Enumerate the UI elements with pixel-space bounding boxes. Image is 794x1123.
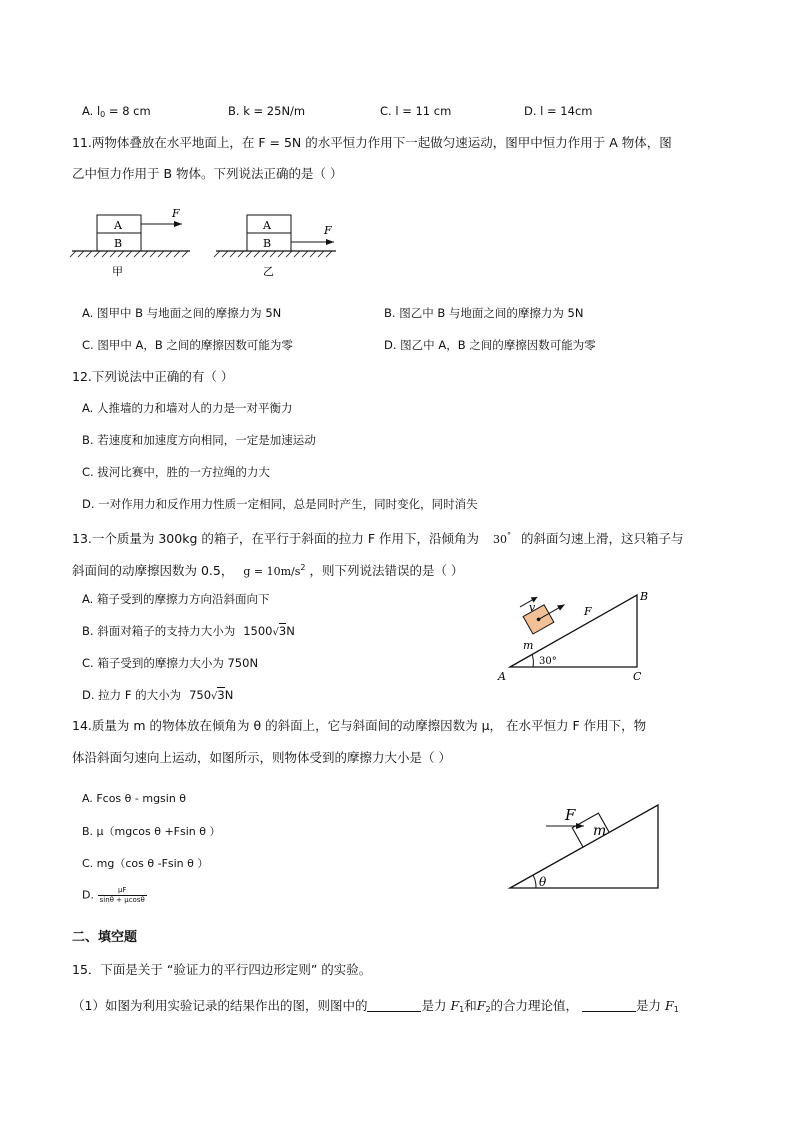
q12-option-d: D. 一对作用力和反作用力性质一定相同，总是同时产生，同时变化，同时消失 xyxy=(82,497,478,511)
mass-label: m xyxy=(593,823,607,839)
q14-option-d: D. $\frac{\mu F}{\sin\theta + \mu\cos\theta}$ xyxy=(82,886,145,904)
force-label: F xyxy=(565,806,576,824)
q10-option-b: B. k = 25N/m xyxy=(228,104,306,118)
q11-stem-line2: 乙中恒力作用于 B 物体。下列说法正确的是（ ） xyxy=(72,166,343,181)
q11-option-b: B. 图乙中 B 与地面之间的摩擦力为 5N xyxy=(384,306,584,320)
q15-part1: （1）如图为利用实验记录的结果作出的图，则图中的 是力 $F_1$和$F_2$的合力理论值， 是力 $F_1$ xyxy=(72,998,679,1014)
q11-option-a: A. 图甲中 B 与地面之间的摩擦力为 5N xyxy=(82,306,282,320)
caption-jia: 甲 xyxy=(112,265,123,278)
q14-stem-line2: 体沿斜面匀速向上运动，如图所示，则物体受到的摩擦力大小是（ ） xyxy=(72,750,451,765)
block-a-label: A xyxy=(114,219,122,232)
velocity-label: v xyxy=(529,601,536,614)
q12-stem: 12.下列说法中正确的有（ ） xyxy=(72,369,234,384)
q14-option-b: B. μ（mgcos θ +Fsin θ ） xyxy=(82,825,221,838)
q11-option-c: C. 图甲中 A，B 之间的摩擦因数可能为零 xyxy=(82,338,293,352)
q13-option-d: D. 拉力 F 的大小为 750√3N xyxy=(82,688,234,702)
q10-option-c: C. l = 11 cm xyxy=(380,104,452,118)
q14-option-a: A. Fcos θ - mgsin θ xyxy=(82,792,187,805)
svg-text:A: A xyxy=(263,219,271,232)
box xyxy=(517,585,570,634)
q13-stem-line1: 13.一个质量为 300kg 的箱子，在平行于斜面的拉力 F 作用下，沿倾角为 30° 的斜面匀速上滑，这只箱子与 xyxy=(72,531,684,546)
q10-option-a: A. $l_0 = 8$ cm xyxy=(82,104,151,119)
angle-label: θ xyxy=(539,875,547,889)
caption-yi: 乙 xyxy=(263,265,274,278)
answer-blank-2[interactable] xyxy=(582,999,636,1012)
svg-text:F: F xyxy=(324,224,332,237)
q14-incline-figure xyxy=(508,802,663,894)
q13-incline-figure xyxy=(495,585,665,685)
q11-stem-line1: 11.两物体叠放在水平地面上，在 F = 5N 的水平恒力作用下一起做匀速运动，图甲中恒力作用于 A 物体，图 xyxy=(72,135,672,150)
section-title: 二、填空题 xyxy=(72,930,138,945)
block-b-label: B xyxy=(114,237,123,250)
q13-option-b: B. 斜面对箱子的支持力大小为 1500√3N xyxy=(82,624,295,638)
q11-option-d: D. 图乙中 A，B 之间的摩擦因数可能为零 xyxy=(384,338,596,352)
fraction: $\frac{\mu F}{\sin\theta + \mu\cos\theta}$ xyxy=(99,886,145,904)
ground-hatch xyxy=(70,251,188,257)
svg-text:B: B xyxy=(263,237,272,250)
vertex-c: C xyxy=(633,670,642,683)
vertex-a: A xyxy=(498,670,506,683)
angle-label: 30° xyxy=(539,656,557,667)
q12-option-b: B. 若速度和加速度方向相同，一定是加速运动 xyxy=(82,433,316,447)
q13-option-a: A. 箱子受到的摩擦力方向沿斜面向下 xyxy=(82,592,270,606)
q12-option-a: A. 人推墙的力和墙对人的力是一对平衡力 xyxy=(82,401,293,415)
q13-stem-line2: 斜面间的动摩擦因数为 0.5， $g = 10m/s^2$ ，则下列说法错误的是（ ） xyxy=(72,563,464,578)
mass-label: m xyxy=(523,639,534,652)
vertex-b: B xyxy=(640,590,649,603)
q14-option-c: C. mg（cos θ -Fsin θ ） xyxy=(82,857,209,870)
q11-figure xyxy=(70,205,350,280)
answer-blank-1[interactable] xyxy=(367,999,421,1012)
q10-option-d: D. l = 14cm xyxy=(524,104,593,118)
force-label: F xyxy=(172,207,180,220)
force-label: F xyxy=(584,605,592,618)
q13-option-c: C. 箱子受到的摩擦力大小为 750N xyxy=(82,656,259,670)
q12-option-c: C. 拔河比赛中，胜的一方拉绳的力大 xyxy=(82,465,270,479)
q15-stem: 15．下面是关于 “验证力的平行四边形定则” 的实验。 xyxy=(72,962,372,977)
q14-stem-line1: 14.质量为 m 的物体放在倾角为 θ 的斜面上，它与斜面间的动摩擦因数为 μ， 在水平恒力 F 作用下，物 xyxy=(72,718,647,733)
